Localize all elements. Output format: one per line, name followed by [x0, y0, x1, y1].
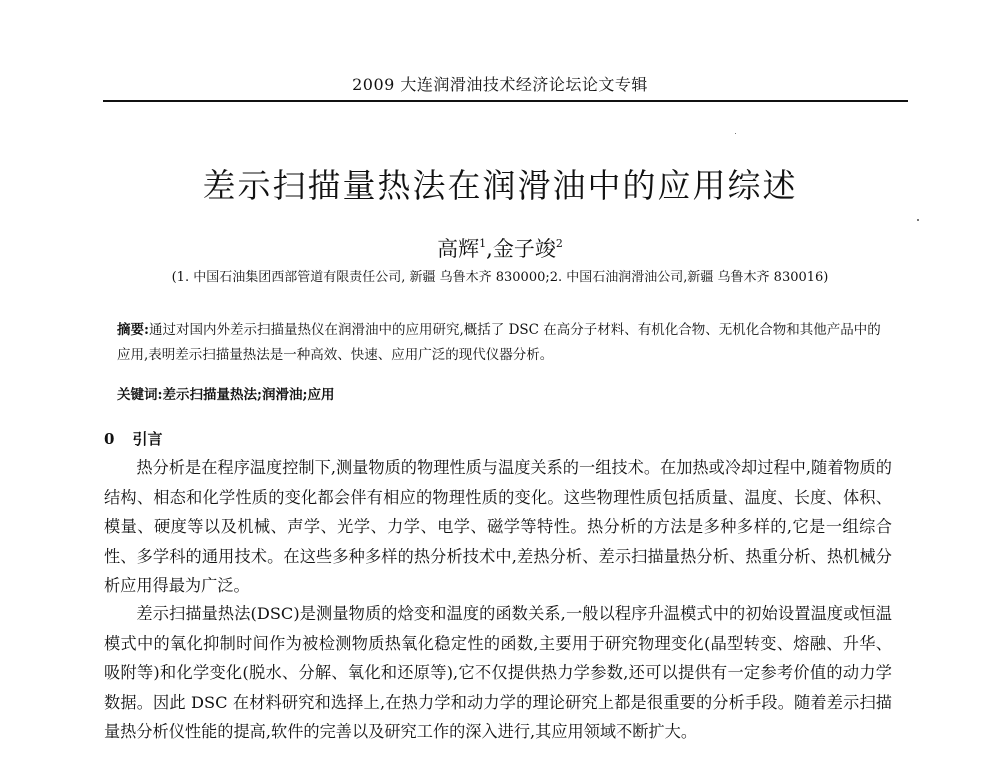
keywords-text: 差示扫描量热法;润滑油;应用: [162, 387, 335, 403]
section-number: 0: [104, 430, 115, 448]
section-heading: [104, 428, 162, 449]
abstract-text: 通过对国内外差示扫描量热仪在润滑油中的应用研究,概括了 DSC 在高分子材料、有机化合物、无机化合物和其他产品中的应用,表明差示扫描量热法是一种高效、快速、应用广泛的现代仪器分析。: [117, 322, 881, 363]
paper-title: 差示扫描量热法在润滑油中的应用综述: [202, 166, 798, 205]
body-paragraph: 热分析是在程序温度控制下,测量物质的物理性质与温度关系的一组技术。在加热或冷却过程中,随着物质的结构、相态和化学性质的变化都会伴有相应的物理性质的变化。这些物理性质包括质量、温度、长度、体积、模量、硬度等以及机械、声学、光学、力学、电学、磁学等特性。热分析的方法是多种多样的,它是一组综合性、多学科的通用技术。在这些多种多样的热分析技术中,差热分析、差示扫描量热分析、热重分析、热机械分析应用得最为广泛。: [104, 458, 892, 595]
body-paragraph: 差示扫描量热法(DSC)是测量物质的焓变和温度的函数关系,一般以程序升温模式中的初始设置温度或恒温模式中的氧化抑制时间作为被检测物质热氧化稳定性的函数,主要用于研究物理变化(晶型转变、熔融、升华、吸附等)和化学变化(脱水、分解、氧化和还原等),它不仅提供热力学参数,还可以提供有一定参考价值的动力学数据。因此 DSC 在材料研究和选择上,在热力学和动力学的理论研究上都是很重要的分析手段。随着差示扫描量热分析仪性能的提高,软件的完善以及研究工作的深入进行,其应用领域不断扩大。: [104, 604, 892, 741]
scan-speck: [735, 133, 736, 134]
author-affil-mark: 1: [479, 237, 487, 250]
keywords: [117, 383, 887, 403]
authors: [0, 233, 1000, 263]
header-rule: [103, 100, 908, 102]
author-name: 高辉: [437, 237, 480, 261]
abstract: [117, 318, 887, 368]
keywords-label: 关键词:: [117, 387, 163, 403]
author-affil-mark: 2: [555, 237, 563, 250]
author-separator: ,: [486, 237, 493, 261]
section-title: 引言: [132, 430, 163, 448]
scan-speck: [917, 219, 919, 221]
affiliation: (1. 中国石油集团西部管道有限责任公司, 新疆 乌鲁木齐 830000;2. 中国石油润滑油公司,新疆 乌鲁木齐 830016): [171, 270, 829, 285]
running-header: 2009 大连润滑油技术经济论坛论文专辑: [352, 75, 648, 94]
abstract-label: 摘要:: [117, 322, 149, 338]
author-name: 金子竣: [492, 237, 556, 261]
